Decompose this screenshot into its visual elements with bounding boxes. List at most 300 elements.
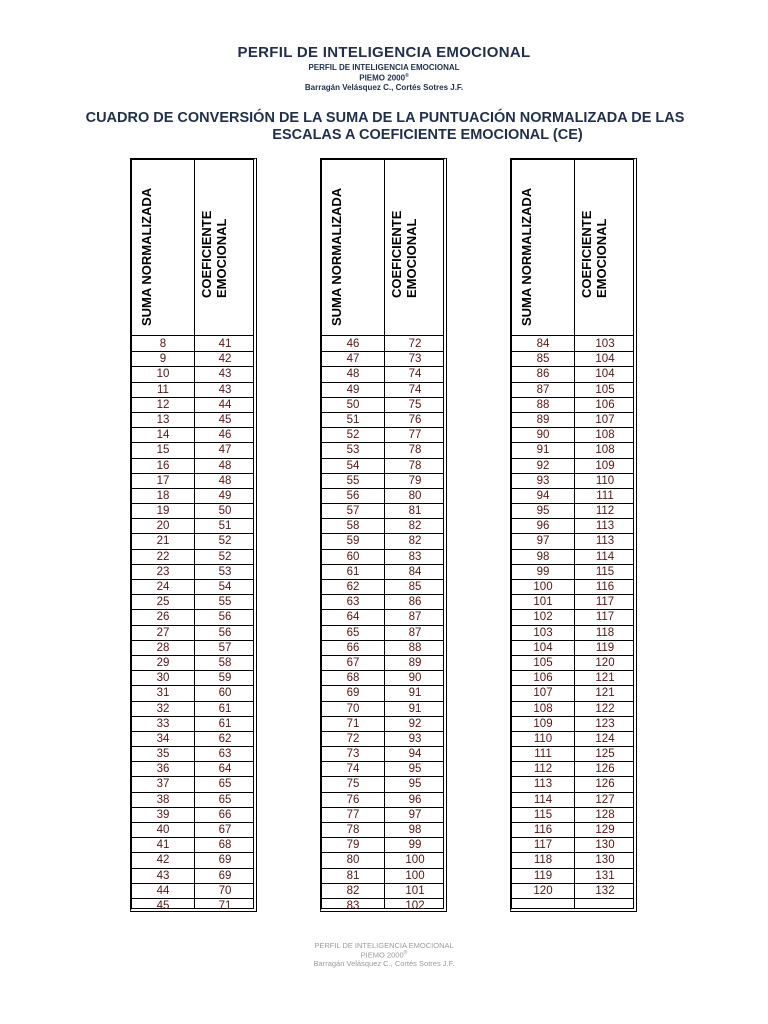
ce-cell: 129 [595,824,615,836]
ce-cell: 69 [218,869,232,882]
table-row [322,383,443,398]
suma-cell: 75 [346,778,360,791]
table-row [132,641,253,656]
table-row [132,702,253,717]
table-row [512,428,633,443]
suma-cell: 85 [536,353,550,366]
suma-cell: 58 [346,520,360,533]
ce-cell: 52 [218,535,232,548]
suma-cell: 109 [533,717,553,730]
ce-cell: 60 [218,687,232,700]
suma-cell: 32 [156,702,170,715]
ce-cell: 98 [408,824,422,836]
ce-cell: 110 [595,474,615,487]
table-row [322,443,443,458]
suma-cell: 64 [346,611,360,624]
suma-cell: 59 [346,535,360,548]
column-header-suma: SUMA NORMALIZADA [139,187,154,326]
table-row [512,823,633,838]
table-row [322,899,443,914]
suma-cell: 79 [346,839,360,852]
table-row [322,747,443,762]
ce-cell: 118 [595,626,615,639]
ce-cell: 95 [408,763,422,776]
conversion-table-3 [510,158,637,912]
table-row [322,702,443,717]
table-row [132,747,253,762]
suma-cell: 45 [156,899,170,912]
ce-cell: 90 [408,672,422,685]
suma-cell: 37 [156,778,170,791]
table-heading [40,110,730,144]
ce-cell: 89 [408,656,422,669]
table-row [132,717,253,732]
suma-cell: 17 [156,474,170,487]
table-row [322,626,443,641]
ce-cell: 43 [218,368,232,381]
conversion-table-1 [130,158,257,912]
table-row [512,671,633,686]
table-row [322,610,443,625]
table-row [132,869,253,884]
table-row [512,367,633,382]
suma-cell: 28 [156,641,170,654]
ce-cell: 108 [595,429,615,442]
table-row [132,610,253,625]
ce-cell: 102 [405,899,425,912]
suma-cell: 73 [346,748,360,761]
table-row [132,459,253,474]
suma-cell: 46 [346,338,360,350]
ce-cell: 44 [218,398,232,411]
table-row [132,580,253,595]
table-row [322,550,443,565]
ce-cell: 67 [218,824,232,836]
ce-cell: 121 [595,687,615,700]
suma-cell: 93 [536,474,550,487]
ce-cell [575,899,635,914]
table-row [132,808,253,823]
table-row [322,580,443,595]
table-row [132,671,253,686]
suma-cell: 81 [346,869,360,882]
column-header-coef-line-1: COEFICIENTE [579,210,594,298]
suma-cell: 114 [533,793,553,806]
ce-cell: 119 [595,641,615,654]
footer-registered-mark: ® [403,950,408,956]
ce-cell: 87 [408,611,422,624]
table-row [322,656,443,671]
column-header-suma: SUMA NORMALIZADA [519,187,534,326]
ce-cell: 42 [218,353,232,366]
suma-cell: 62 [346,581,360,593]
ce-cell: 76 [408,413,422,426]
suma-cell: 116 [533,824,553,836]
table-row [132,899,253,914]
suma-cell: 18 [156,489,170,502]
ce-cell: 57 [218,641,232,654]
subtitle-authors: Barragán Velásquez C., Cortés Sotres J.F. [304,83,464,92]
table-row [322,671,443,686]
table-row [322,641,443,656]
table-row [512,884,633,899]
table-row [322,337,443,352]
column-header-coeficiente [199,211,229,298]
suma-cell: 65 [346,626,360,639]
ce-cell: 48 [218,474,232,487]
ce-cell: 117 [595,611,615,624]
suma-cell: 91 [536,444,550,457]
suma-cell: 72 [346,732,360,745]
table-row [322,474,443,489]
subtitle-line-2 [0,73,768,83]
ce-cell: 132 [595,884,615,897]
suma-cell: 94 [536,489,550,502]
ce-cell: 123 [595,717,615,730]
table-row [132,443,253,458]
ce-cell: 113 [595,535,615,548]
column-header-suma: SUMA NORMALIZADA [329,187,344,326]
table-row [322,823,443,838]
ce-cell: 126 [595,763,615,776]
suma-cell: 63 [346,596,360,609]
suma-cell: 61 [346,565,360,578]
column-header-coef-line-1: COEFICIENTE [199,210,214,298]
suma-cell: 87 [536,383,550,396]
table-row [322,686,443,701]
table-heading-line-2: ESCALAS A COEFICIENTE EMOCIONAL (CE) [272,127,583,143]
ce-cell: 70 [218,884,232,897]
table-row [322,732,443,747]
ce-cell: 71 [218,899,232,912]
ce-cell: 68 [218,839,232,852]
suma-cell: 102 [533,611,553,624]
table-row [322,853,443,868]
ce-cell: 50 [218,505,232,518]
suma-cell: 56 [346,489,360,502]
suma-cell: 41 [156,839,170,852]
ce-cell: 65 [218,793,232,806]
suma-cell: 120 [533,884,553,897]
suma-cell: 100 [533,581,553,593]
suma-cell: 110 [533,732,553,745]
table-row [132,398,253,413]
ce-cell: 61 [218,717,232,730]
table-row [512,352,633,367]
ce-cell: 115 [595,565,615,578]
ce-cell: 94 [408,748,422,761]
suma-cell: 16 [156,459,170,472]
suma-cell: 30 [156,672,170,685]
table-row [512,838,633,853]
suma-cell: 44 [156,884,170,897]
ce-cell: 103 [595,338,615,350]
suma-cell: 54 [346,459,360,472]
ce-cell: 125 [595,748,615,761]
column-header-coef-line-2: EMOCIONAL [594,218,609,298]
table-row [512,595,633,610]
table-row [512,610,633,625]
suma-cell: 13 [156,413,170,426]
ce-cell: 82 [408,520,422,533]
suma-cell: 74 [346,763,360,776]
suma-cell: 86 [536,368,550,381]
suma-cell [512,899,574,914]
table-row [322,793,443,808]
table-row [322,504,443,519]
ce-cell: 61 [218,702,232,715]
suma-cell: 39 [156,808,170,821]
suma-cell: 48 [346,368,360,381]
suma-cell: 22 [156,550,170,563]
ce-cell: 53 [218,565,232,578]
ce-cell: 49 [218,489,232,502]
suma-cell: 20 [156,520,170,533]
suma-cell: 42 [156,854,170,867]
suma-cell: 47 [346,353,360,366]
suma-cell: 97 [536,535,550,548]
suma-cell: 23 [156,565,170,578]
table-row [132,595,253,610]
table-row [512,489,633,504]
suma-cell: 112 [533,763,553,776]
table-row [512,580,633,595]
suma-cell: 57 [346,505,360,518]
column-header-coeficiente [389,211,419,298]
table-row [512,762,633,777]
suma-cell: 53 [346,444,360,457]
table-row [132,626,253,641]
suma-cell: 88 [536,398,550,411]
table-row [512,641,633,656]
ce-cell: 109 [595,459,615,472]
table-rows [132,337,253,914]
table-row [512,626,633,641]
ce-cell: 86 [408,596,422,609]
ce-cell: 47 [218,444,232,457]
ce-cell: 85 [408,581,422,593]
table-row [132,838,253,853]
ce-cell: 111 [596,489,614,502]
suma-cell: 34 [156,732,170,745]
table-row [512,474,633,489]
table-row [322,413,443,428]
suma-cell: 115 [533,808,553,821]
ce-cell: 105 [595,383,615,396]
table-row [512,747,633,762]
column-header-coef-line-1: COEFICIENTE [389,210,404,298]
suma-cell: 89 [536,413,550,426]
suma-cell: 19 [156,505,170,518]
table-row [132,383,253,398]
table-row [322,838,443,853]
ce-cell: 108 [595,444,615,457]
suma-cell: 68 [346,672,360,685]
suma-cell: 27 [156,626,170,639]
subtitle-piemo: PIEMO 2000 [359,73,406,83]
ce-cell: 130 [595,854,615,867]
ce-cell: 74 [408,368,422,381]
ce-cell: 58 [218,656,232,669]
ce-cell: 69 [218,854,232,867]
ce-cell: 120 [595,656,615,669]
ce-cell: 97 [408,808,422,821]
table-row [132,428,253,443]
ce-cell: 91 [408,702,422,715]
suma-cell: 83 [346,899,360,912]
suma-cell: 60 [346,550,360,563]
suma-cell: 71 [346,717,360,730]
ce-cell: 87 [408,626,422,639]
table-row [132,793,253,808]
ce-cell: 83 [408,550,422,563]
table-row [132,853,253,868]
table-row [512,337,633,352]
ce-cell: 93 [408,732,422,745]
suma-cell: 84 [536,338,550,350]
ce-cell: 124 [595,732,615,745]
ce-cell: 104 [595,368,615,381]
table-row [322,717,443,732]
table-row [512,853,633,868]
ce-cell: 52 [218,550,232,563]
table-row [132,565,253,580]
table-row [512,899,633,914]
table-heading-line-1: CUADRO DE CONVERSIÓN DE LA SUMA DE LA PUNTUACIÓN NORMALIZADA DE LAS [85,110,685,126]
suma-cell: 29 [156,656,170,669]
table-row [512,656,633,671]
table-row [132,367,253,382]
table-row [512,504,633,519]
suma-cell: 78 [346,824,360,836]
table-row [132,534,253,549]
registered-mark: ® [405,73,409,79]
ce-cell: 84 [408,565,422,578]
table-row [322,519,443,534]
suma-cell: 95 [536,505,550,518]
table-row [512,808,633,823]
suma-cell: 117 [533,839,553,852]
suma-cell: 55 [346,474,360,487]
subtitle-line-1: PERFIL DE INTELIGENCIA EMOCIONAL [308,63,460,72]
suma-cell: 33 [156,717,170,730]
suma-cell: 108 [533,702,553,715]
ce-cell: 65 [218,778,232,791]
ce-cell: 101 [405,884,425,897]
table-row [132,777,253,792]
suma-cell: 35 [156,748,170,761]
ce-cell: 74 [408,383,422,396]
ce-cell: 45 [218,413,232,426]
suma-cell: 50 [346,398,360,411]
ce-cell: 121 [595,672,615,685]
suma-cell: 113 [533,778,553,791]
table-row [512,869,633,884]
ce-cell: 56 [218,626,232,639]
suma-cell: 8 [159,338,167,350]
table-row [132,550,253,565]
suma-cell: 11 [157,383,169,396]
suma-cell: 111 [534,748,552,761]
suma-cell: 38 [156,793,170,806]
table-row [512,383,633,398]
suma-cell: 103 [533,626,553,639]
suma-cell: 15 [156,444,170,457]
table-row [512,686,633,701]
ce-cell: 92 [408,717,422,730]
suma-cell: 80 [346,854,360,867]
suma-cell: 67 [346,656,360,669]
table-row [512,519,633,534]
suma-cell: 107 [533,687,553,700]
suma-cell: 90 [536,429,550,442]
table-row [132,519,253,534]
ce-cell: 96 [408,793,422,806]
suma-cell: 69 [346,687,360,700]
table-row [132,884,253,899]
table-row [132,337,253,352]
ce-cell: 117 [595,596,615,609]
suma-cell: 31 [156,687,170,700]
ce-cell: 79 [408,474,422,487]
ce-cell: 56 [218,611,232,624]
table-row [322,565,443,580]
ce-cell: 77 [408,429,422,442]
table-row [132,489,253,504]
ce-cell: 112 [595,505,615,518]
table-row [132,762,253,777]
suma-cell: 70 [346,702,360,715]
table-row [322,428,443,443]
table-row [132,823,253,838]
table-row [132,732,253,747]
ce-cell: 107 [595,413,615,426]
ce-cell: 72 [408,338,422,350]
table-row [322,595,443,610]
table-row [512,550,633,565]
table-row [322,459,443,474]
ce-cell: 54 [218,581,232,593]
table-row [132,474,253,489]
table-row [322,884,443,899]
suma-cell: 52 [346,429,360,442]
ce-cell: 64 [218,763,232,776]
suma-cell: 14 [156,429,170,442]
table-row [322,367,443,382]
table-row [322,869,443,884]
suma-cell: 82 [346,884,360,897]
ce-cell: 41 [218,338,232,350]
ce-cell: 104 [595,353,615,366]
document-title: PERFIL DE INTELIGENCIA EMOCIONAL [237,44,531,61]
column-header-coef-line-2: EMOCIONAL [214,218,229,298]
ce-cell: 88 [408,641,422,654]
ce-cell: 122 [595,702,615,715]
ce-cell: 81 [408,505,422,518]
suma-cell: 119 [533,869,553,882]
ce-cell: 113 [595,520,615,533]
table-row [512,443,633,458]
ce-cell: 43 [218,383,232,396]
ce-cell: 55 [218,596,232,609]
ce-cell: 100 [405,869,425,882]
footer-piemo: PIEMO 2000 [360,950,404,960]
table-row [322,489,443,504]
suma-cell: 51 [346,413,360,426]
table-row [512,777,633,792]
ce-cell: 106 [595,398,615,411]
ce-cell: 51 [218,520,232,533]
